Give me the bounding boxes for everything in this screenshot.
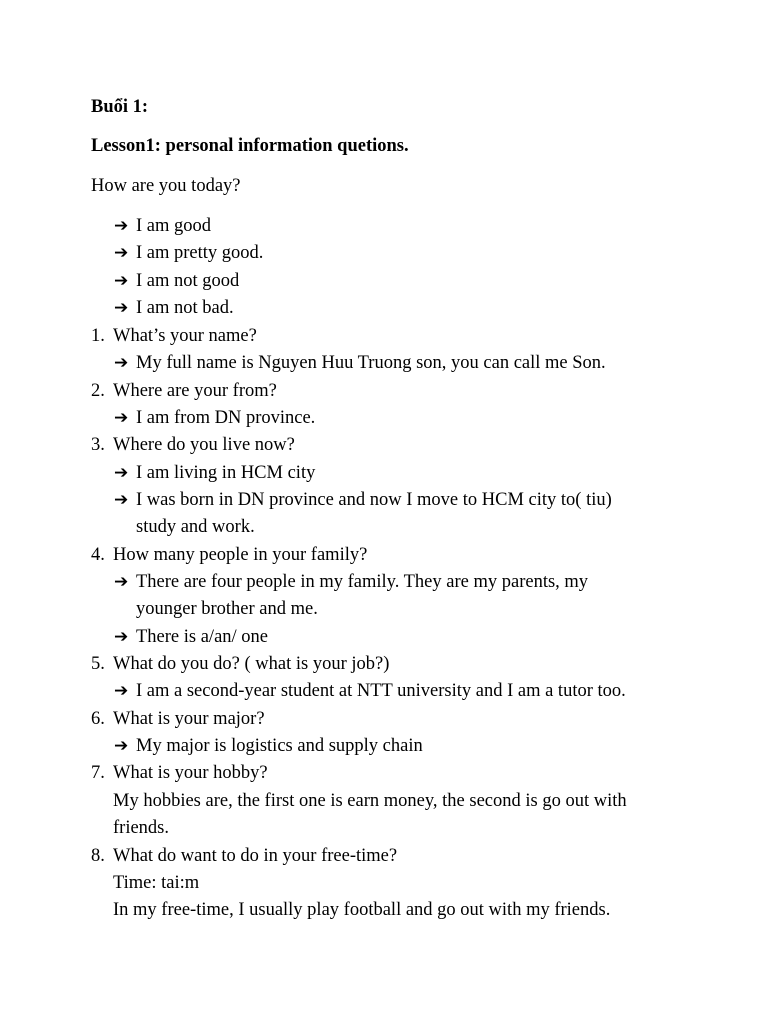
answer-line	[114, 624, 268, 651]
answer-line	[114, 350, 606, 377]
arrow-right-icon: ➔	[114, 490, 129, 510]
arrow-right-icon: ➔	[114, 271, 129, 291]
question-number: 8.	[91, 846, 105, 866]
answer-text: My major is logistics and supply chain	[136, 736, 423, 756]
question-text: Where are your from?	[113, 381, 277, 401]
arrow-right-icon: ➔	[114, 298, 129, 318]
session-title: Buổi 1:	[91, 97, 149, 117]
intro-answer-text: I am good	[136, 216, 212, 236]
question-number: 7.	[91, 763, 105, 783]
question-text: What’s your name?	[113, 326, 257, 346]
intro-answer	[114, 295, 234, 322]
arrow-right-icon: ➔	[114, 681, 129, 701]
answer-plain: My hobbies are, the first one is earn money, the second is go out with	[113, 791, 627, 811]
arrow-right-icon: ➔	[114, 408, 129, 428]
question-number: 3.	[91, 435, 105, 455]
answer-text: There are four people in my family. They are my parents, my	[136, 572, 589, 592]
answer-line	[114, 733, 423, 760]
lesson-title: Lesson1: personal information quetions.	[91, 136, 409, 156]
intro-answer-text: I am not bad.	[136, 298, 234, 318]
question-number: 2.	[91, 381, 105, 401]
answer-plain: Time: tai:m	[113, 873, 200, 893]
arrow-right-icon: ➔	[114, 736, 129, 756]
arrow-right-icon: ➔	[114, 572, 129, 592]
answer-text: I was born in DN province and now I move to HCM city to( tiu)	[136, 490, 612, 510]
intro-answer	[114, 268, 239, 295]
arrow-right-icon: ➔	[114, 243, 129, 263]
answer-continuation: younger brother and me.	[136, 599, 318, 619]
answer-line	[114, 569, 588, 596]
intro-answer-text: I am not good	[136, 271, 240, 291]
answer-plain: In my free-time, I usually play football and go out with my friends.	[113, 900, 611, 920]
answer-text: My full name is Nguyen Huu Truong son, you can call me Son.	[136, 353, 606, 373]
question-text: What do you do? ( what is your job?)	[113, 654, 390, 674]
answer-text: There is a/an/ one	[136, 627, 269, 647]
answer-plain: friends.	[113, 818, 169, 838]
arrow-right-icon: ➔	[114, 216, 129, 236]
intro-answer	[114, 213, 211, 240]
question-text: What is your hobby?	[113, 763, 268, 783]
answer-line	[114, 678, 626, 705]
answer-text: I am a second-year student at NTT university and I am a tutor too.	[136, 681, 626, 701]
answer-continuation: study and work.	[136, 517, 255, 537]
intro-question: How are you today?	[91, 176, 241, 196]
answer-text: I am living in HCM city	[136, 463, 316, 483]
question-number: 6.	[91, 709, 105, 729]
answer-text: I am from DN province.	[136, 408, 316, 428]
answer-line	[114, 405, 315, 432]
question-text: What is your major?	[113, 709, 265, 729]
question-text: Where do you live now?	[113, 435, 295, 455]
arrow-right-icon: ➔	[114, 463, 129, 483]
answer-line	[114, 460, 315, 487]
question-number: 1.	[91, 326, 105, 346]
question-text: What do want to do in your free-time?	[113, 846, 398, 866]
question-text: How many people in your family?	[113, 545, 368, 565]
question-number: 5.	[91, 654, 105, 674]
intro-answer	[114, 240, 263, 267]
question-number: 4.	[91, 545, 105, 565]
answer-line	[114, 487, 612, 514]
intro-answer-text: I am pretty good.	[136, 243, 264, 263]
arrow-right-icon: ➔	[114, 627, 129, 647]
arrow-right-icon: ➔	[114, 353, 129, 373]
